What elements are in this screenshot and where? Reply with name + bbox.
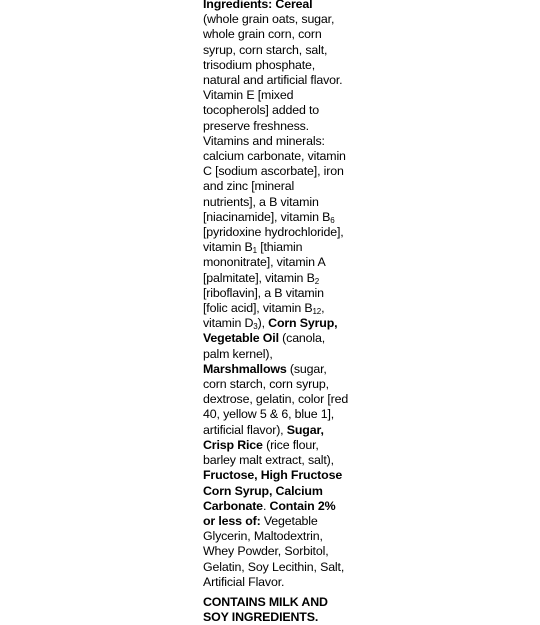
fructose-period: . <box>262 498 270 513</box>
cereal-details: (whole grain oats, sugar, whole grain corn, corn syrup, corn starch, salt, trisodium phosphate, natural and artificial flavor. Vitamin E [mixed tocopherols] added to preserve freshness. Vitamins and minerals: calcium carbonate, vitamin C [sodium ascorbate], iron and zinc [mineral nutrients], a B vitamin [niacinamide], vitamin B <box>203 12 346 224</box>
contain-less-details: Vegetable Glycerin, Maltodextrin, Whey Powder, Sorbitol, Gelatin, Soy Lecithin, Salt, Artificial Flavor. <box>203 513 345 589</box>
vitamin-d3-subscript: 3 <box>253 322 258 332</box>
ingredients-paragraph <box>203 0 349 590</box>
sugar-crisp-rice-details: (rice flour, barley malt extract, salt), <box>203 437 334 468</box>
vitamin-b2-details: [riboflavin], a B vitamin [folic acid], vitamin B <box>203 285 324 316</box>
corn-syrup-oil-label: Corn Syrup, Vegetable Oil <box>203 316 338 346</box>
vitamin-b1-details: [thiamin mononitrate], vitamin A [palmitate], vitamin B <box>203 240 325 285</box>
cereal-label: Cereal <box>275 0 313 11</box>
ingredients-panel <box>203 0 349 625</box>
fructose-label: Fructose, High Fructose Corn Syrup, Calcium Carbonate <box>203 468 343 513</box>
vitamin-b12-details: , vitamin D <box>203 301 325 331</box>
sugar-crisp-rice-label: Sugar, Crisp Rice <box>203 422 324 452</box>
marshmallows-label: Marshmallows <box>203 361 287 376</box>
vitamin-b6-details: [pyridoxine hydrochloride], vitamin B <box>203 225 344 255</box>
ingredients-heading: Ingredients: <box>203 0 273 11</box>
vitamin-b1-subscript: 1 <box>252 246 257 256</box>
vitamin-b12-subscript: 12 <box>312 307 322 317</box>
vitamin-b6-subscript: 6 <box>330 215 335 225</box>
contain-less-label: Contain 2% or less of: <box>203 498 336 528</box>
corn-syrup-oil-details: (canola, palm kernel), <box>203 331 326 361</box>
vitamin-b2-subscript: 2 <box>314 276 320 286</box>
marshmallows-details: (sugar, corn starch, corn syrup, dextrose, gelatin, color [red 40, yellow 5 & 6, blue 1], artificial flavor), <box>203 361 349 437</box>
vitamin-d3-details: ), <box>257 316 269 331</box>
allergen-statement: CONTAINS MILK AND SOY INGREDIENTS. <box>203 594 328 625</box>
